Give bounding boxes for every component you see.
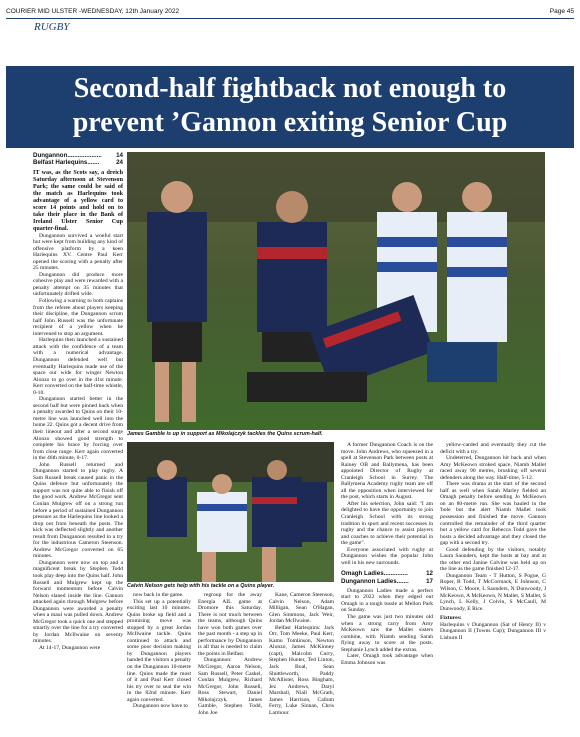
paragraph: The game was just two minutes old when a strong carry from Amy McKeown saw the Mallet sisters combine, with Niamh sending Sarah flying away to score at the posts. Stephanie Lynch added the extras.: [341, 613, 433, 653]
article-column-3: [198, 592, 262, 732]
score-home: [33, 152, 123, 159]
publication-date: COURIER MID ULSTER -WEDNESDAY, 12th January 2022: [6, 7, 180, 15]
header-rule: [6, 18, 574, 19]
paragraph: Good defending by the visitors, notably Laura Saunders, kept the hosts at bay and at the other end Janine Colvine was held up on the line as the game finished 12-17.: [440, 546, 546, 573]
column-5-paragraphs: [341, 442, 433, 566]
match-photo-secondary: [127, 442, 334, 582]
article-intro: IT was, as the Scots say, a dreich Saturday afternoon at Stevenson Park; the same could be said of the match as Harlequins took advantage of a yellow card to score 14 points and hold on to take their place in the Bank of Ireland Ulster Senior Cup quarter-final.: [33, 170, 123, 232]
paragraph: Harlequins then launched a sustained attack with the confidence of a team with a numerical advantage. Dungannon defended well but eventually Harlequins made use of the space out wide for winger Newton Alonzo to go over in the 41st minute. Kerr converted on the half-time whistle, 0-10.: [33, 337, 123, 396]
column-4-paragraphs: [269, 592, 334, 716]
headline-line-2: prevent ’Gannon exiting Senior Cup: [72, 107, 508, 138]
paragraph: now back in the game.: [133, 592, 184, 598]
paragraph: After his selection, John said: "I am delighted to have the opportunity to join Cranleigh School with its strong tradition in sport and recent successes in rugby and the chance to assist players and coaches to achieve their potential in the game".: [341, 500, 433, 547]
section-label: RUGBY: [34, 21, 70, 33]
paragraph: Kane, Cameron Steenson, Calvin Nelson, Adam Milligan, Sean O'Hagan, Glen Simmons, Jack Weir, Jordan McIlwaine.: [269, 592, 334, 625]
paragraph: Dungannon survived a woeful start but were kept from building any kind of offensive platform by a keen Harlequins XV. Centre Paul Kerr opened the scoring with a penalty after 25 minutes.: [33, 232, 123, 272]
paragraph: Dungannon: Andrew McGregor, Aaron Nelson, Sam Russell, Peter Caskel, Conlan Mulgrew, Richard McGregor, John Russell, Ross Stewart, Daniel Mikolajczyk, James Gamble, Stephen Todd, John Joe: [198, 657, 262, 716]
article-column-6: [440, 442, 546, 732]
column-2-paragraphs: [127, 592, 191, 710]
column-3-paragraphs: [198, 592, 262, 716]
away-team: Belfast Harlequins: [33, 159, 88, 167]
headline-line-1: Second-half fightback not enough to: [73, 73, 507, 104]
ladies-home-team: Omagh Ladies: [341, 570, 384, 578]
score-away: [33, 159, 123, 166]
headline: [12, 72, 568, 140]
paragraph: Dungannon Team - T Hutton, S Pogue, G Roper, R Todd, T McCormack, E Johnson, C Wilson, C Moore, L Saunders, N Dunwoody, J McKeown, A McKeown, N Mallet, S Mallet, S Lynch, L Kelly, J Colvin, S McCaull, M Dunwoody, E Rice.: [440, 572, 546, 612]
ladies-home-dots: ..............: [383, 570, 408, 578]
paragraph: Later, Omagh took advantage when Emma Johnson was: [341, 653, 433, 666]
paragraph: Dungannon were now on top and a magnificent break by Stephen Todd took play deep into the Quins half. John Russell and Mulgrew kept up the forward momentum before Calvin Nelson slaned inside the line. Gannon attacked again through Mulgrew before Dungannon were awarded a penalty when a maul was pulled down. Andrew McGregor took a quick one and stepped smartly over the line for a try converted by Jordan McIlwaine on seventy minutes.: [33, 559, 123, 645]
ladies-away-dots: .......: [396, 577, 409, 585]
ladies-home-score: 12: [426, 570, 433, 578]
fixtures-list: Harlequins v Dungannon (Sat of Henry II) v Dungannon II (Towns Cup); Dungannon III v Lisburn II: [440, 621, 546, 641]
paragraph: Everyone associated with rugby at Dungannon wishes the popular John well in his new surrounds.: [341, 546, 433, 566]
column-5-paragraphs-2: [341, 588, 433, 667]
article-column-4: [269, 592, 334, 732]
paragraph: Undeterred, Dungannon hit back and when Amy McKeown stroked space, Niamh Mallet raced away 90 metres, brushing off several defenders along the way. Half-time, 5-12.: [440, 455, 546, 481]
article-column-1: [33, 152, 123, 732]
paragraph: Belfast Harlequins: Jack Orr, Tom Meeke, Paul Kerr, Kamu Tomlinson, Newton Alonzo, James McKinney (capt), Malcolm Curry, Stephen Hunter, Ted Linton, Jack Boal, Sean Shuttleworth, Paddy McAllister, Ross Bingham, Jez Andrews, Daryl Marshall, Niall McGrath, James Harrison, Callum Ferry, Luke Sinnan, Chris Larmour.: [269, 624, 334, 716]
column-1-paragraphs: [33, 233, 123, 652]
fixtures-title: Fixtures:: [440, 615, 462, 622]
paragraph: John Russell returned and Dungannon started to play rugby. A Sam Russell break caused panic in the Quins defence but unfortunately the support was not quite able to finish off the good work. Andrew McGregor sent Conlan Mulgrew off on a strong run before a period of sustained Dungannon pressure as the Harlequins line looked a drop out from beneath the posts. The kick was deflected slightly and another result from Dungannon resulted in a try for the industrious Cameron Steenson. Andrew McGregor converted on 65 minutes.: [33, 461, 123, 560]
paragraph: yellow-carded and eventually they cut the deficit with a try.: [440, 442, 546, 455]
paragraph: Dungannon Ladies made a perfect start to 2022 when they edged out Omagh in a tough tussle at Mellon Park on Sunday.: [341, 587, 433, 614]
paragraph: regroup for the away Energia AIL game at Dromore this Saturday. There is not much between the teams, although Quins have won both games over the past month - a step up in performance by Dungannon is all that is needed to claim the points in Belfast.: [198, 592, 262, 657]
paragraph: Dungannon did produce more cohesive play and were rewarded with a penalty attempt on 35 minutes that unfortunately drifted wide.: [33, 271, 123, 298]
paragraph: Following a warning to both captains from the referee about players keeping their discipline, the Dungannon scrum half John Russell was the unfortunate recipient of a yellow when he intervened to stop an argument.: [33, 298, 123, 337]
ladies-away-team: Dungannon Ladies: [341, 577, 397, 585]
home-dots: ....................: [67, 152, 102, 159]
away-dots: .......: [87, 159, 100, 167]
paragraph: Dungannon now have to: [133, 703, 188, 710]
paragraph: Dungannon started better in the second half but were pinned back when a penalty awarded to Quins on their 10-metre line was launched well into the home 22. Quins got a decent drive from their lineout and after a second surge Alonzo showed good strength to complete his brace by forcing over from close range. Kerr again converted in the 46th minute, 0-17.: [33, 396, 123, 462]
article-column-5: [341, 442, 433, 732]
home-team: Dungannon: [33, 152, 68, 159]
photo-caption-secondary: Calvin Nelson gets help with his tackle on a Quins player.: [127, 583, 275, 589]
match-photo-main-image: [127, 152, 545, 430]
match-photo-secondary-image: [127, 442, 334, 582]
column-6-paragraphs: [440, 442, 546, 612]
away-score: 24: [116, 159, 123, 167]
page-header: [6, 6, 574, 16]
paragraph: There was drama at the start of the second half as well when Sarah Marley fielded an Omagh penalty before sending Jo McKeown on an 80-metre run. She was hauled in the 'bole but the alert Niamh Mallet took possession and finished the move. Gannon controlled the remainder of the third quarter but a yellow card for Rebecca Todd gave the hosts a decided advantage and they closed the gap with a second try.: [440, 481, 546, 547]
match-photo-main: [127, 152, 545, 430]
ladies-score-home: [341, 570, 433, 577]
paragraph: At 14-17, Dungannon were: [39, 645, 101, 652]
article-column-2: [127, 592, 191, 732]
home-score: 14: [116, 152, 123, 159]
ladies-score-away: [341, 578, 433, 585]
ladies-away-score: 17: [426, 577, 433, 585]
paragraph: A former Dungannon Coach is on the move. John Andrews, who squeezed in a spell at Stevenson Park between posts at Rainey OB and Ballymena, has been appointed Director of Rugby at Cranleigh School in Surrey. The Ballymena Academy rugby team are off all the opposition when interviewed for the post, which starts in August.: [341, 442, 433, 501]
paragraph: This set up a potentially exciting last 10 minutes. Quins broke up field and a promising move was stopped by a great Jordan McIlwaine tackle. Quins continued to attack and some poor decision making by Dungannon players handed the visitors a penalty on the Dungannon 10-metre line. Quins made the most of it and Paul Kerr closed his try over to seal the win in the 82nd minute. Kerr again converted.: [127, 598, 191, 703]
photo-caption-main: James Gamble is up in support as Mikolajczyk tackles the Quins scrum-half.: [127, 431, 323, 437]
page-number: Page 45: [549, 7, 574, 15]
